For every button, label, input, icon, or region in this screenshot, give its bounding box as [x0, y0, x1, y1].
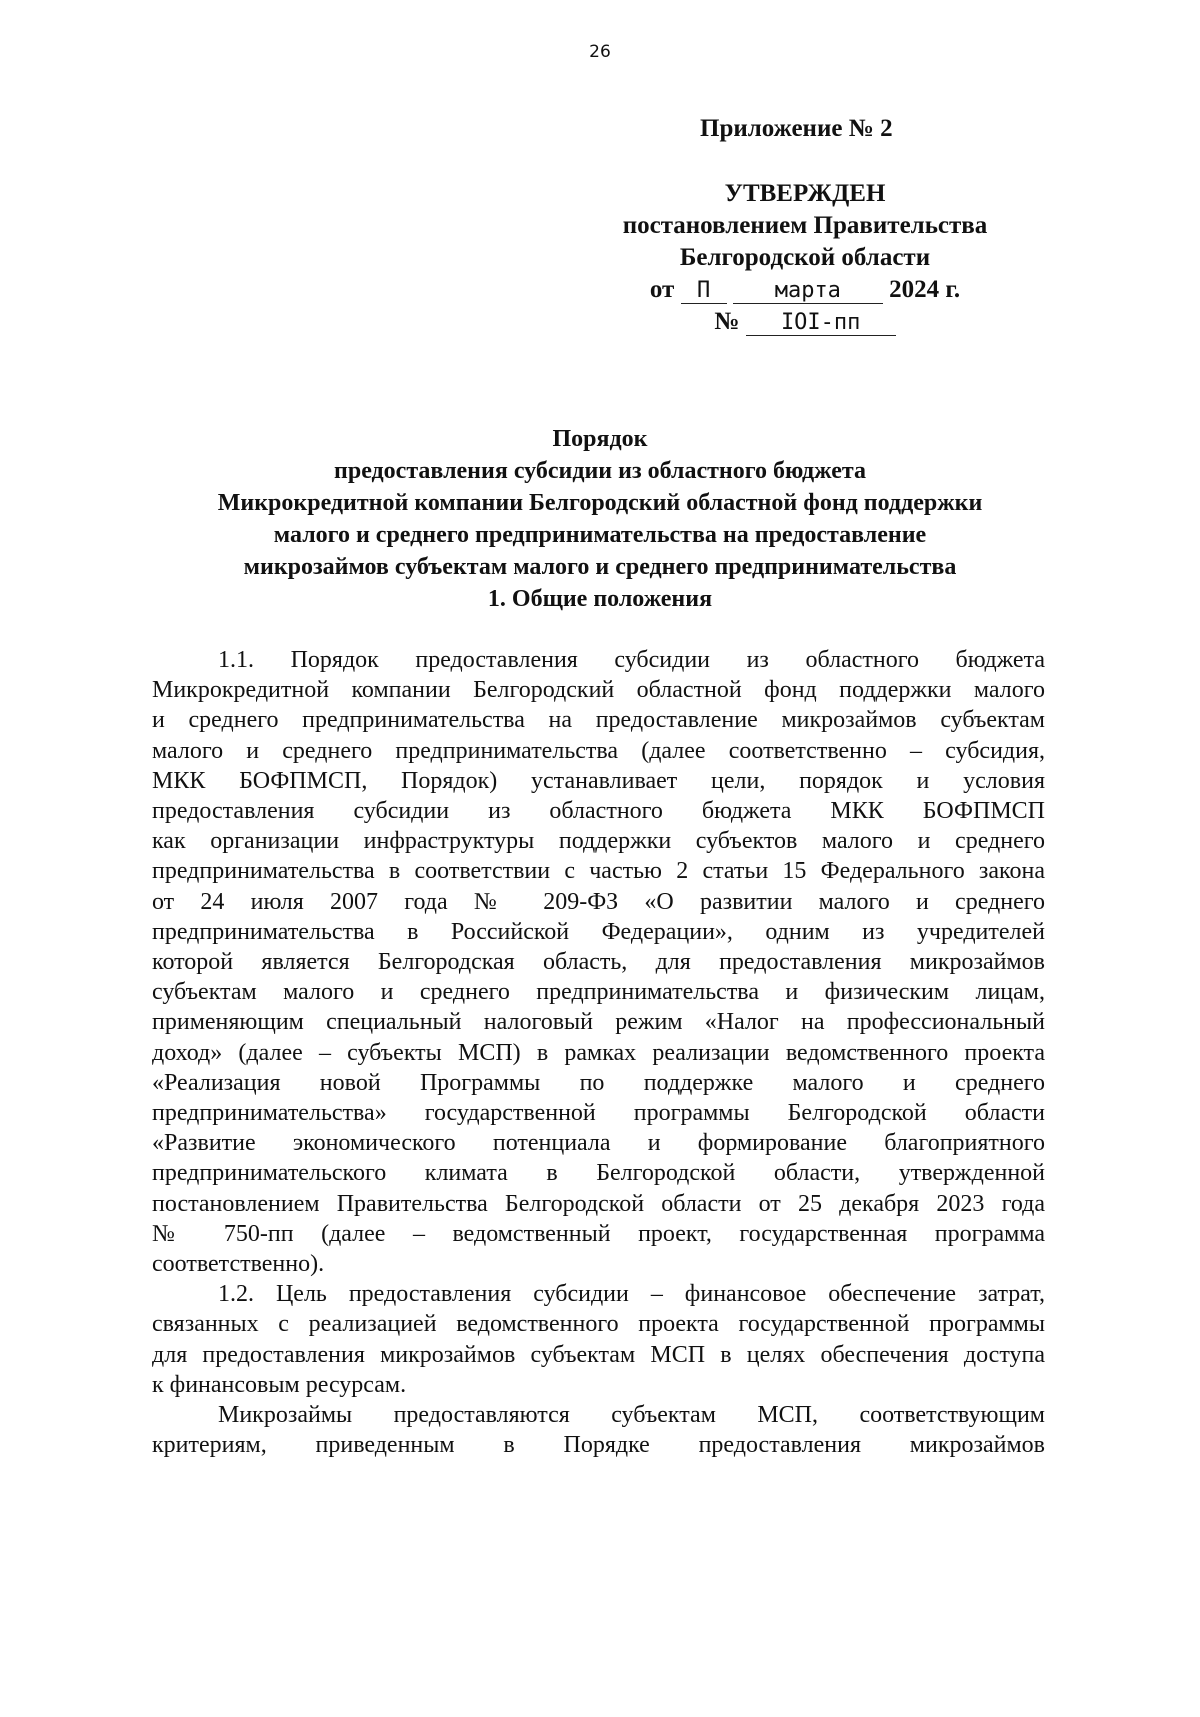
- approval-date-line: [590, 274, 1020, 306]
- body-line: доход» (далее – субъекты МСП) в рамках реализации ведомственного проекта: [152, 1039, 1045, 1066]
- approval-stamp-block: [590, 178, 1020, 338]
- body-line: предпринимательства в Российской Федерации», одним из учредителей: [152, 918, 1045, 945]
- body-line: субъектам малого и среднего предпринимательства и физическим лицам,: [152, 979, 1045, 1006]
- body-line: критериям, приведенным в Порядке предоставления микрозаймов: [152, 1432, 1045, 1459]
- approval-number-line: [590, 306, 1020, 338]
- approval-line-2: Белгородской области: [679, 244, 931, 271]
- approval-heading: УТВЕРЖДЕН: [724, 180, 886, 207]
- appendix-label: Приложение № 2: [700, 115, 893, 142]
- body-line: предпринимательства» государственной программы Белгородской области: [152, 1100, 1045, 1127]
- body-line: Микрокредитной компании Белгородский областной фонд поддержки малого: [152, 677, 1045, 704]
- section-heading: 1. Общие положения: [487, 586, 713, 612]
- body-line: малого и среднего предпринимательства (далее соответственно – субсидия,: [152, 737, 1045, 764]
- body-line: предпринимательского климата в Белгородской области, утвержденной: [152, 1160, 1045, 1187]
- title-line-2: предоставления субсидии из областного бюджета: [334, 458, 866, 484]
- title-line-5: микрозаймов субъектам малого и среднего предпринимательства: [243, 554, 957, 580]
- date-day-field: П: [681, 279, 727, 304]
- date-month-field: марта: [733, 279, 883, 304]
- approval-line-1: постановлением Правительства: [622, 212, 988, 239]
- body-line: связанных с реализацией ведомственного проекта государственной программы: [152, 1311, 1045, 1338]
- body-line: предпринимательства в соответствии с частью 2 статьи 15 Федерального закона: [152, 858, 1045, 885]
- body-line: № 750-пп (далее – ведомственный проект, государственная программа: [152, 1220, 1045, 1247]
- date-prefix: от: [649, 276, 675, 303]
- title-line-1: Порядок: [552, 426, 648, 452]
- body-line: 1.2. Цель предоставления субсидии – финансовое обеспечение затрат,: [218, 1281, 1045, 1308]
- body-line: от 24 июля 2007 года № 209-ФЗ «О развитии малого и среднего: [152, 888, 1045, 915]
- page-number: 26: [589, 42, 611, 62]
- body-line: «Развитие экономического потенциала и формирование благоприятного: [152, 1130, 1045, 1157]
- body-line: постановлением Правительства Белгородской области от 25 декабря 2023 года: [152, 1190, 1045, 1217]
- body-line: «Реализация новой Программы по поддержке малого и среднего: [152, 1069, 1045, 1096]
- date-year: 2024 г.: [889, 276, 961, 303]
- body-line: и среднего предпринимательства на предоставление микрозаймов субъектам: [152, 707, 1045, 734]
- document-number-field: IOI-пп: [746, 311, 896, 336]
- document-title: [150, 423, 1050, 583]
- body-text: [152, 645, 1045, 1460]
- number-prefix: №: [714, 308, 740, 335]
- body-line: соответственно).: [152, 1251, 325, 1278]
- body-line: Микрозаймы предоставляются субъектам МСП, соответствующим: [218, 1402, 1045, 1429]
- body-line: которой является Белгородская область, для предоставления микрозаймов: [152, 949, 1045, 976]
- title-line-4: малого и среднего предпринимательства на предоставление: [273, 522, 927, 548]
- body-line: как организации инфраструктуры поддержки субъектов малого и среднего: [152, 828, 1045, 855]
- body-line: к финансовым ресурсам.: [152, 1371, 407, 1398]
- body-line: 1.1. Порядок предоставления субсидии из областного бюджета: [218, 647, 1045, 673]
- body-line: для предоставления микрозаймов субъектам МСП в целях обеспечения доступа: [152, 1341, 1045, 1368]
- body-line: применяющим специальный налоговый режим «Налог на профессиональный: [152, 1009, 1045, 1036]
- body-line: предоставления субсидии из областного бюджета МКК БОФПМСП: [152, 798, 1045, 825]
- title-line-3: Микрокредитной компании Белгородский областной фонд поддержки: [217, 490, 983, 516]
- body-line: МКК БОФПМСП, Порядок) устанавливает цели, порядок и условия: [152, 767, 1045, 794]
